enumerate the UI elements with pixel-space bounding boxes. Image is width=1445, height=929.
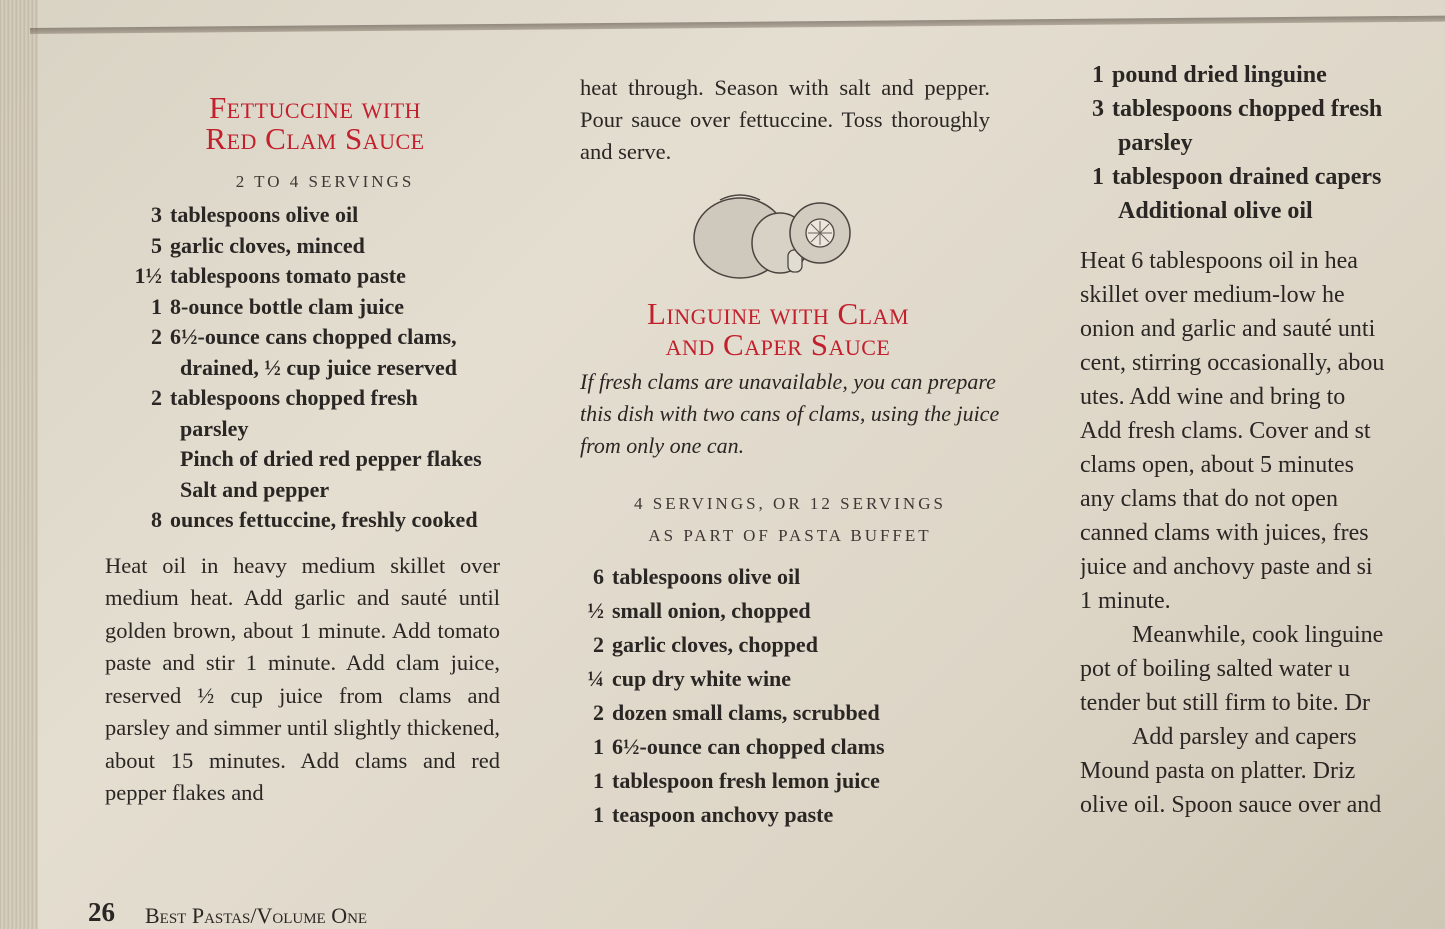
instruction-line: clams open, about 5 minutes [1080, 452, 1354, 478]
ingredient-row [1080, 160, 1445, 194]
ingredient-text: pound dried linguine [1112, 62, 1327, 88]
ingredient-text: Additional olive oil [1118, 198, 1313, 224]
ingredient-text: garlic cloves, chopped [612, 632, 818, 657]
recipe2-title-line1: Linguine with Clam [646, 296, 910, 331]
ingredient-quantity: 8 [151, 507, 162, 532]
recipe2-servings-line2: AS PART OF PASTA BUFFET [648, 526, 932, 545]
recipe2-ingredient-list [580, 560, 1000, 832]
ingredient-quantity: 2 [593, 632, 604, 657]
recipe1-ingredient-list [122, 200, 510, 536]
ingredient-row [580, 764, 1000, 798]
ingredient-row [122, 200, 510, 231]
ingredient-row [122, 322, 510, 353]
ingredient-quantity: 5 [151, 232, 162, 258]
instruction-line: Add fresh clams. Cover and st [1080, 418, 1371, 444]
recipe1-instructions: Heat oil in heavy medium skillet over medium heat. Add garlic and sauté until golden brown, about 1 minute. Add tomato paste and stir 1 minute. Add clam juice, reserved ½ cup juice from clams and parsley and simmer until slightly thickened, about 15 minutes. Add clams and red pepper flakes and [105, 552, 500, 805]
ingredient-quantity: 1 [593, 802, 604, 827]
ingredient-text: tablespoons chopped fresh [1112, 96, 1383, 122]
ingredient-quantity: 3 [151, 202, 162, 227]
ingredient-text: dozen small clams, scrubbed [612, 700, 880, 725]
ingredient-row [1080, 194, 1445, 228]
ingredient-row [580, 560, 1000, 594]
ingredient-text: tablespoon drained capers [1112, 164, 1382, 190]
instruction-line: Add parsley and capers [1132, 724, 1357, 750]
ingredient-text: tablespoons tomato paste [170, 263, 406, 288]
ingredient-text: parsley [180, 415, 249, 441]
ingredient-row [580, 628, 1000, 662]
recipe2-intro: If fresh clams are unavailable, you can prepare this dish with two cans of clams, using the juice from only one can. [580, 369, 1000, 458]
recipe1-title-line1: Fettuccine with [208, 90, 422, 125]
ingredient-quantity: 1½ [134, 263, 162, 288]
ingredient-text: cup dry white wine [612, 666, 792, 691]
instruction-line: tender but still firm to bite. Dr [1080, 690, 1370, 716]
ingredient-row [580, 696, 1000, 730]
ingredient-row [122, 292, 510, 323]
ingredient-row [1080, 126, 1445, 160]
ingredient-row [122, 353, 510, 384]
instruction-line: 1 minute. [1080, 588, 1171, 614]
instruction-line: olive oil. Spoon sauce over and [1080, 792, 1382, 818]
ingredient-quantity: 1 [1092, 62, 1104, 88]
recipe2-servings-line1: 4 SERVINGS, OR 12 SERVINGS [634, 494, 946, 513]
ingredient-quantity: 2 [593, 700, 604, 725]
ingredient-row [122, 505, 510, 536]
ingredient-quantity: 6 [593, 564, 604, 589]
ingredient-quantity: ½ [587, 598, 604, 623]
top-rule [30, 16, 1445, 34]
ingredient-text: 8-ounce bottle clam juice [170, 293, 404, 319]
ingredient-text: 6½-ounce cans chopped clams, [170, 324, 457, 349]
recipe2-title [568, 298, 988, 360]
recipe1-servings: 2 TO 4 SERVINGS [235, 172, 415, 191]
instruction-line: canned clams with juices, fres [1080, 520, 1369, 546]
instruction-line: Mound pasta on platter. Driz [1080, 758, 1356, 784]
ingredient-text: tablespoons olive oil [612, 564, 801, 589]
ingredient-quantity: 1 [593, 768, 604, 793]
recipe1-instructions-continued: heat through. Season with salt and pepper. Pour sauce over fettuccine. Toss thoroughly and serve. [580, 75, 990, 164]
ingredient-row [580, 662, 1000, 696]
ingredient-row [122, 414, 510, 445]
recipe1-column [100, 92, 510, 810]
ingredient-text: tablespoons olive oil [170, 202, 359, 227]
ingredient-quantity: 2 [151, 324, 162, 349]
instruction-line: Meanwhile, cook linguine [1132, 622, 1384, 648]
recipe2-ingredient-list-continued [1080, 58, 1445, 228]
ingredient-row [122, 475, 510, 506]
ingredient-row [122, 231, 510, 262]
ingredient-quantity: 2 [151, 385, 162, 410]
instruction-line: utes. Add wine and bring to [1080, 384, 1346, 410]
ingredient-quantity: 1 [593, 734, 604, 759]
recipe2-column [580, 72, 1000, 832]
instruction-line: pot of boiling salted water u [1080, 656, 1350, 682]
ingredient-quantity: 1 [151, 293, 162, 319]
recipe2-instructions [1080, 244, 1445, 822]
ingredient-row [122, 444, 510, 475]
ingredient-text: Pinch of dried red pepper flakes [180, 446, 482, 471]
ingredient-text: ounces fettuccine, freshly cooked [170, 507, 478, 532]
ingredient-text: Salt and pepper [180, 476, 330, 502]
ingredient-row [580, 594, 1000, 628]
recipe2-servings [580, 488, 1000, 552]
ingredient-text: small onion, chopped [612, 598, 811, 623]
recipe1-title [120, 92, 510, 154]
ingredient-row [1080, 58, 1445, 92]
ingredient-quantity: 3 [1092, 96, 1104, 122]
ingredient-text: drained, ½ cup juice reserved [180, 354, 458, 380]
ingredient-text: tablespoon fresh lemon juice [612, 768, 880, 793]
instruction-line: juice and anchovy paste and si [1080, 554, 1373, 580]
recipe1-title-line2: Red Clam Sauce [205, 121, 425, 156]
page-number: 26 [88, 897, 115, 927]
ingredient-text: 6½-ounce can chopped clams [612, 734, 885, 759]
ingredient-text: garlic cloves, minced [170, 232, 365, 258]
instruction-line: Heat 6 tablespoons oil in hea [1080, 248, 1358, 274]
instruction-line: skillet over medium-low he [1080, 282, 1345, 308]
ingredient-quantity: ¼ [587, 666, 604, 691]
tomato-mushroom-illustration [690, 188, 870, 288]
instruction-line: cent, stirring occasionally, abou [1080, 350, 1385, 376]
book-page-edges [0, 0, 38, 929]
ingredient-quantity: 1 [1092, 164, 1104, 190]
instruction-line: any clams that do not open [1080, 486, 1338, 512]
ingredient-text: parsley [1118, 130, 1193, 156]
ingredient-row [122, 383, 510, 414]
instruction-line: onion and garlic and sauté unti [1080, 316, 1376, 342]
ingredient-row [580, 730, 1000, 764]
ingredient-row [1080, 92, 1445, 126]
ingredient-row [122, 261, 510, 292]
ingredient-row [580, 798, 1000, 832]
book-title-footer: Best Pastas/Volume One [145, 903, 368, 928]
recipe2-title-line2: and Caper Sauce [665, 327, 891, 362]
recipe2-column-continued [1080, 58, 1445, 858]
ingredient-text: tablespoons chopped fresh [170, 385, 418, 410]
ingredient-text: teaspoon anchovy paste [612, 802, 834, 827]
